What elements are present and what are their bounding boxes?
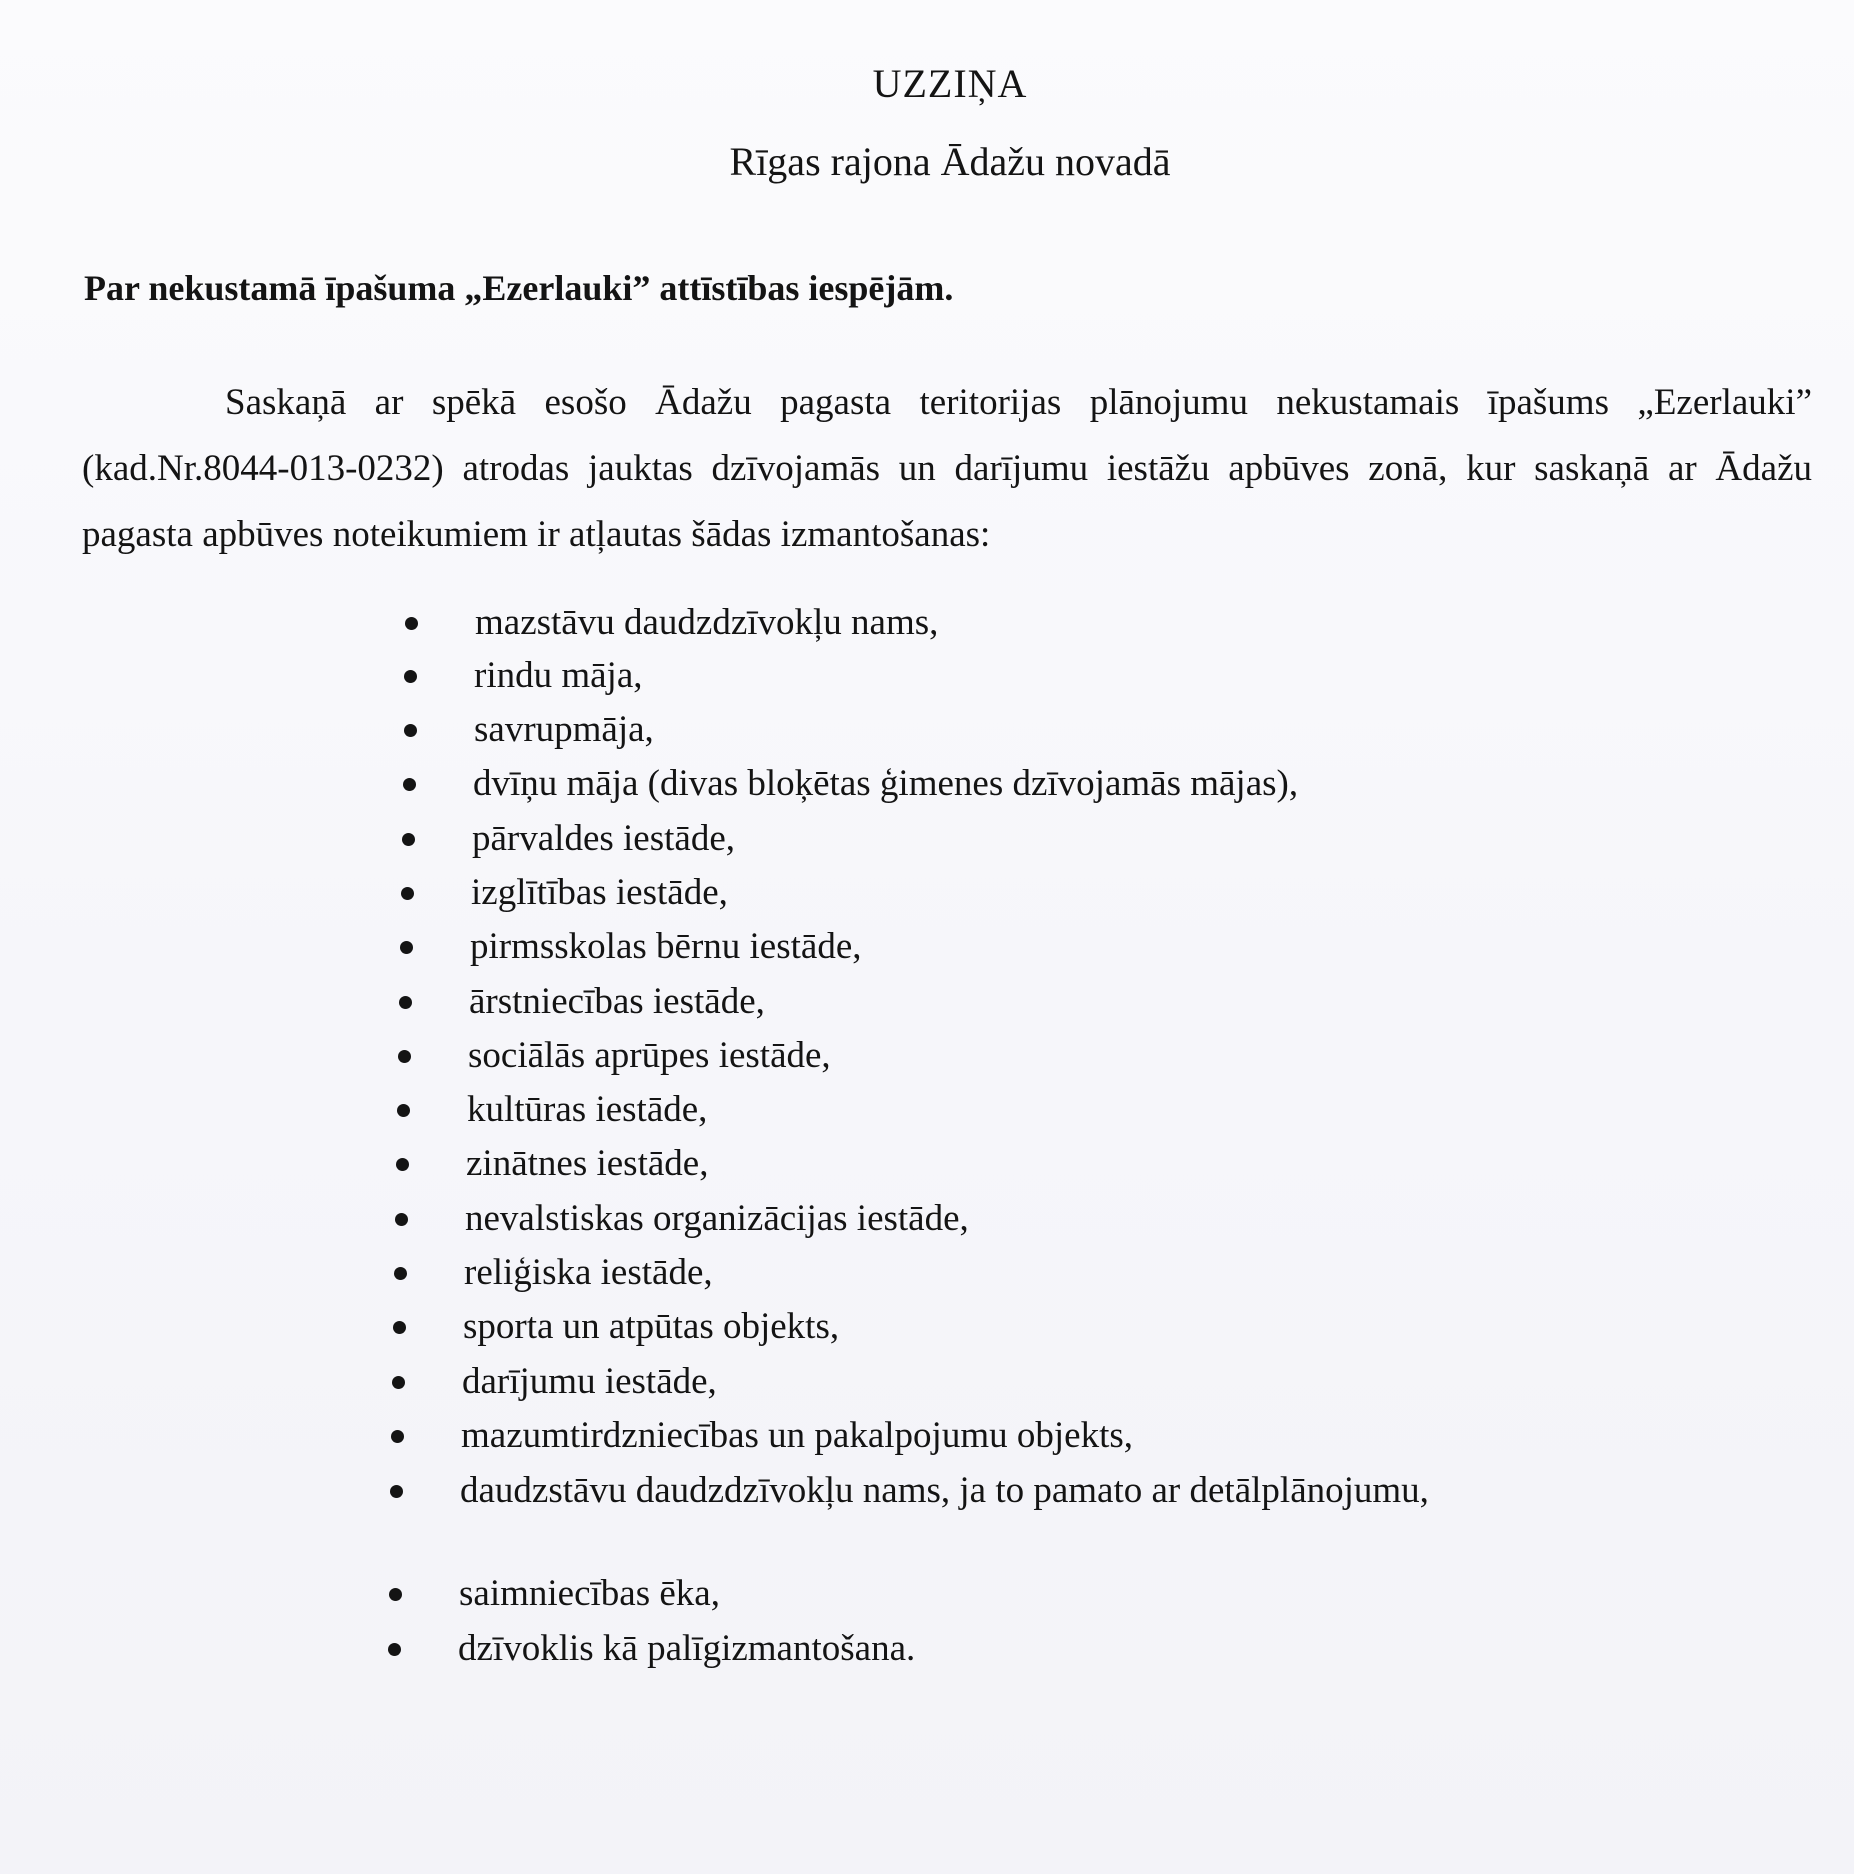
list-item	[465, 1194, 969, 1244]
list-item-text: sporta un atpūtas objekts,	[463, 1306, 840, 1347]
bullet-icon	[404, 670, 417, 683]
bullet-icon	[401, 887, 414, 900]
list-item-text: zinātnes iestāde,	[466, 1143, 709, 1184]
list-item-text: mazstāvu daudzdzīvokļu nams,	[475, 602, 939, 643]
list-item	[470, 922, 862, 972]
list-item-text: saimniecības ēka,	[459, 1573, 720, 1614]
list-item	[469, 977, 765, 1027]
list-item	[472, 814, 735, 864]
list-item	[473, 759, 1298, 809]
bullet-icon	[404, 724, 417, 737]
list-item	[475, 598, 938, 648]
bullet-icon	[399, 996, 412, 1009]
list-item-text: izglītības iestāde,	[471, 872, 728, 913]
list-item-text: dvīņu māja (divas bloķētas ģimenes dzīvojamās mājas),	[473, 763, 1299, 804]
list-item	[460, 1466, 1429, 1516]
list-item	[466, 1139, 708, 1189]
list-item-text: kultūras iestāde,	[467, 1089, 708, 1130]
bullet-icon	[389, 1588, 402, 1601]
bullet-icon	[398, 1050, 411, 1063]
list-item	[462, 1357, 717, 1407]
list-item	[461, 1411, 1133, 1461]
list-item-text: pārvaldes iestāde,	[472, 818, 735, 859]
list-item-text: reliģiska iestāde,	[464, 1252, 713, 1293]
list-item	[468, 1031, 831, 1081]
bullet-icon	[402, 833, 415, 846]
bullet-icon	[405, 617, 418, 630]
document-title: UZZIŅA	[872, 61, 1028, 106]
list-item	[458, 1624, 915, 1674]
list-item-text: sociālās aprūpes iestāde,	[468, 1035, 831, 1076]
document-paragraph: Saskaņā ar spēkā esošo Ādažu pagasta teritorijas plānojumu nekustamais īpašums „Ezerlauki” (kad.Nr.8044-013-0232) atrodas jauktas dzīvojamās un darījumu iestāžu apbūves zonā, kur saskaņā ar Ādažu pagasta apbūves noteikumiem ir atļautas šādas izmantošanas:	[82, 382, 1812, 555]
list-item-text: darījumu iestāde,	[462, 1361, 717, 1402]
list-item-text: dzīvoklis kā palīgizmantošana.	[458, 1628, 916, 1669]
document-heading: Par nekustamā īpašuma „Ezerlauki” attīstības iespējām.	[84, 268, 954, 308]
list-item-text: nevalstiskas organizācijas iestāde,	[465, 1198, 969, 1239]
list-item-text: mazumtirdzniecības un pakalpojumu objekts,	[461, 1415, 1133, 1456]
bullet-icon	[390, 1485, 403, 1498]
bullet-icon	[393, 1321, 406, 1334]
bullet-icon	[395, 1213, 408, 1226]
bullet-icon	[396, 1158, 409, 1171]
list-item	[474, 651, 643, 701]
list-item-text: daudzstāvu daudzdzīvokļu nams, ja to pamato ar detālplānojumu,	[460, 1470, 1429, 1511]
list-item	[464, 1248, 713, 1298]
list-item	[471, 868, 728, 918]
bullet-icon	[392, 1376, 405, 1389]
list-item	[467, 1085, 707, 1135]
bullet-icon	[391, 1430, 404, 1443]
list-item	[459, 1569, 720, 1619]
bullet-icon	[397, 1104, 410, 1117]
bullet-icon	[388, 1643, 401, 1656]
list-item-text: pirmsskolas bērnu iestāde,	[470, 926, 862, 967]
bullet-icon	[400, 941, 413, 954]
list-item-text: savrupmāja,	[474, 709, 654, 750]
bullet-icon	[394, 1267, 407, 1280]
list-item-text: ārstniecības iestāde,	[469, 981, 765, 1022]
list-item	[463, 1302, 839, 1352]
bullet-icon	[403, 778, 416, 791]
list-item-text: rindu māja,	[474, 655, 643, 696]
document-subtitle: Rīgas rajona Ādažu novadā	[729, 139, 1171, 184]
list-item	[474, 705, 654, 755]
